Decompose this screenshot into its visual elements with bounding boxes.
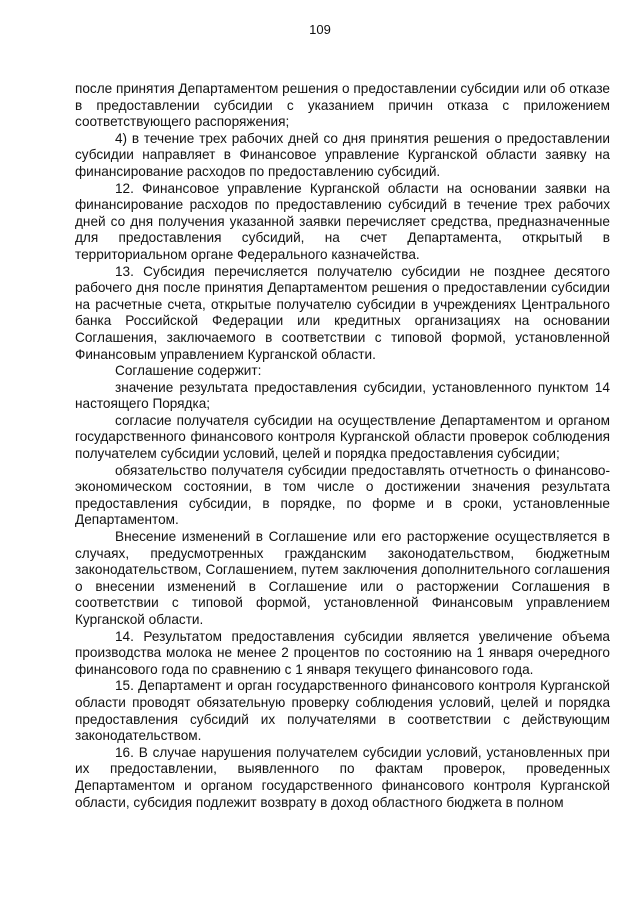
paragraph-amendments: Внесение изменений в Соглашение или его расторжение осуществляется в случаях, предусмотренных гражданским законодательством, бюджетным законодательством, Соглашением, путем заключения дополнительного соглашения о внесении изменений в Соглашение или о расторжении Соглашения в соответствии с типовой формой, установленной Финансовым управлением Курганской области. bbox=[75, 529, 610, 627]
paragraph-16: 16. В случае нарушения получателем субсидии условий, установленных при их предоставлении, выявленного по фактам проверок, проведенных Департаментом и органом государственного финансового контроля Курганской области, субсидия подлежит возврату в доход областного бюджета в полном bbox=[75, 744, 610, 810]
page-number: 109 bbox=[309, 22, 331, 37]
paragraph-result-value: значение результата предоставления субсидии, установленного пунктом 14 настоящего Порядка; bbox=[75, 379, 610, 412]
document-body bbox=[75, 81, 610, 811]
paragraph-continuation: после принятия Департаментом решения о предоставлении субсидии или об отказе в предоставлении субсидии с указанием причин отказа с приложением соответствующего распоряжения; bbox=[75, 81, 610, 130]
paragraph-agreement-contains: Соглашение содержит: bbox=[115, 363, 262, 379]
paragraph-12: 12. Финансовое управление Курганской области на основании заявки на финансирование расходов по предоставлению субсидий в течение трех рабочих дней со дня получения указанной заявки перечисляет средства, предназначенные для предоставления субсидий, на счет Департамента, открытый в территориальном органе Федерального казначейства. bbox=[75, 180, 610, 262]
paragraph-13: 13. Субсидия перечисляется получателю субсидии не позднее десятого рабочего дня после принятия Департаментом решения о предоставлении субсидии на расчетные счета, открытые получателю субсидии в учреждениях Центрального банка Российской Федерации или кредитных организациях на основании Соглашения, заключаемого в соответствии с типовой формой, установленной Финансовым управлением Курганской области. bbox=[75, 263, 610, 362]
paragraph-item-4: 4) в течение трех рабочих дней со дня принятия решения о предоставлении субсидии направляет в Финансовое управление Курганской области заявку на финансирование расходов по предоставлению субсидий. bbox=[75, 130, 610, 179]
paragraph-obligation: обязательство получателя субсидии предоставлять отчетность о финансово-экономическом состоянии, в том числе о достижении значения результата предоставления субсидии, в порядке, по форме и в сроки, установленные Департаментом. bbox=[75, 462, 610, 528]
paragraph-15: 15. Департамент и орган государственного финансового контроля Курганской области проводят обязательную проверку соблюдения условий, целей и порядка предоставления субсидий их получателями в соответствии с действующим законодательством. bbox=[75, 678, 610, 744]
paragraph-14: 14. Результатом предоставления субсидии является увеличение объема производства молока не менее 2 процентов по состоянию на 1 января очередного финансового года по сравнению с 1 января текущего финансового года. bbox=[75, 628, 610, 677]
paragraph-consent: согласие получателя субсидии на осуществление Департаментом и органом государственного финансового контроля Курганской области проверок соблюдения получателем субсидии условий, целей и порядка предоставления субсидии; bbox=[75, 412, 610, 462]
